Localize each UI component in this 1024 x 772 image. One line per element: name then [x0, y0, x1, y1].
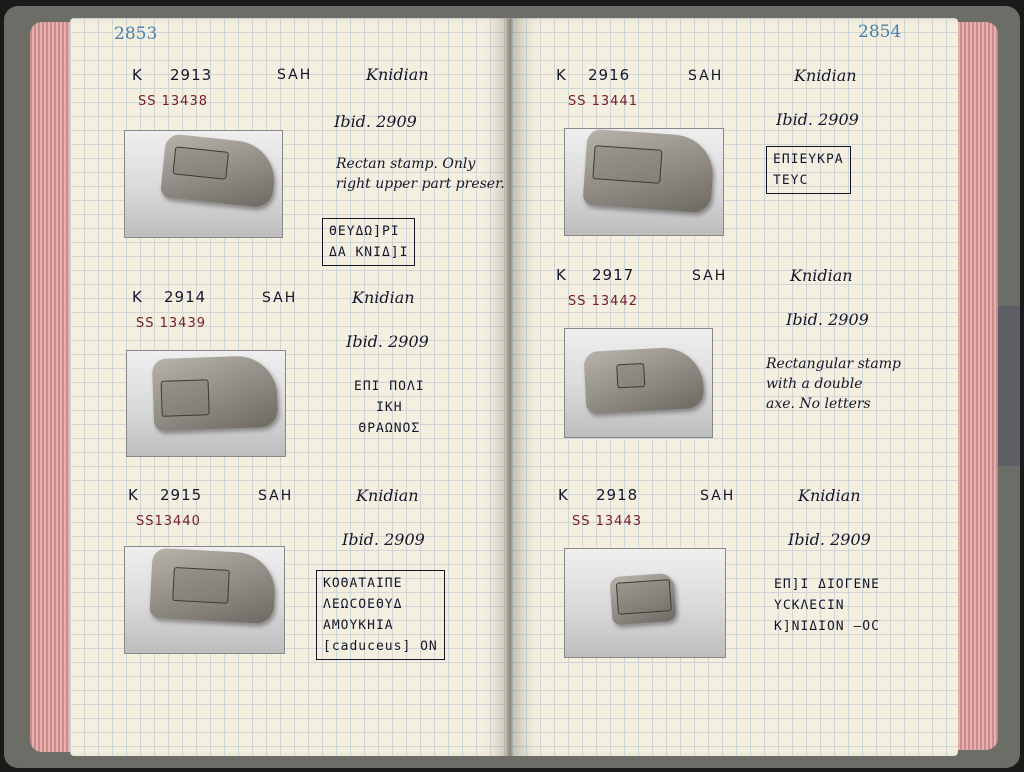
- entry-collection: SAH: [258, 488, 294, 504]
- reference: Ibid. 2909: [334, 112, 417, 131]
- entry-origin: Knidian: [352, 288, 415, 307]
- handle-fragment: [149, 548, 276, 624]
- entry-origin: Knidian: [790, 266, 853, 285]
- fragment-photo: [124, 130, 283, 238]
- register-number: SS 13438: [138, 94, 208, 109]
- entry-collection: SAH: [700, 488, 736, 504]
- handle-fragment: [609, 573, 676, 625]
- handle-fragment: [583, 346, 704, 414]
- entry-collection: SAH: [277, 67, 313, 83]
- entry-origin: Knidian: [798, 486, 861, 505]
- inscription-transcription: ΘΕΥΔΩ]ΡΙ ΔΑ ΚΝΙΔ]Ι: [322, 218, 415, 266]
- stamp-impression: [172, 146, 229, 179]
- stamp-impression: [161, 379, 210, 417]
- entry-origin: Knidian: [356, 486, 419, 505]
- register-number: SS 13443: [572, 514, 642, 529]
- reference: Ibid. 2909: [346, 332, 429, 351]
- folio-number: 2853: [114, 24, 158, 44]
- register-number: SS 13441: [568, 94, 638, 109]
- reference: Ibid. 2909: [786, 310, 869, 329]
- inscription-transcription: ΕΠΙ ΠΟΛΙ ΙΚΗ ΘΡΑΩΝΟΣ: [354, 379, 425, 436]
- folio-number: 2854: [858, 22, 902, 42]
- stamp-impression: [592, 145, 662, 184]
- inscription-transcription: ΕΠ]Ι ΔΙΟΓΕΝΕ ΥϹΚΛΕϹΙΝ Κ]ΝΙΔΙΟΝ —OC: [774, 577, 880, 634]
- entry-collection: SAH: [262, 290, 298, 306]
- entry-origin: Knidian: [366, 65, 429, 84]
- right-page: [512, 18, 958, 756]
- closure-strap: [996, 306, 1020, 466]
- entry-prefix: K: [132, 66, 143, 84]
- inscription-transcription: ΚΟΘΑΤΑΙΠΕ ΛΕΩϹΟΕΘΥΔ ΑΜΟΥΚΗΙΑ [caduceus] ΟΝ: [316, 570, 445, 660]
- fragment-photo: [564, 328, 713, 438]
- entry-number: 2916: [588, 66, 631, 84]
- entry-number: 2914: [164, 288, 207, 306]
- reference: Ibid. 2909: [776, 110, 859, 129]
- entry-number: 2918: [596, 486, 639, 504]
- entry-number: 2917: [592, 266, 635, 284]
- left-page: [70, 18, 510, 756]
- entry-prefix: K: [556, 66, 567, 84]
- fragment-photo: [124, 546, 285, 654]
- entry-origin: Knidian: [794, 66, 857, 85]
- inscription-transcription: ΕΠΙΕΥΚΡΑ ΤΕΥϹ: [766, 146, 851, 194]
- entry-prefix: K: [556, 266, 567, 284]
- register-number: SS 13442: [568, 294, 638, 309]
- stamp-impression: [172, 567, 230, 604]
- handle-fragment: [160, 133, 278, 208]
- entry-note: Rectangular stamp with a double axe. No letters: [766, 356, 901, 412]
- entry-prefix: K: [128, 486, 139, 504]
- stamp-impression: [616, 579, 672, 615]
- handle-fragment: [152, 355, 278, 431]
- entry-prefix: K: [558, 486, 569, 504]
- fragment-photo: [126, 350, 286, 457]
- reference: Ibid. 2909: [342, 530, 425, 549]
- reference: Ibid. 2909: [788, 530, 871, 549]
- entry-prefix: K: [132, 288, 143, 306]
- entry-number: 2915: [160, 486, 203, 504]
- entry-collection: SAH: [692, 268, 728, 284]
- fragment-photo: [564, 128, 724, 236]
- fragment-photo: [564, 548, 726, 658]
- entry-number: 2913: [170, 66, 213, 84]
- stamp-impression: [616, 363, 645, 388]
- register-number: SS13440: [136, 514, 201, 529]
- entry-collection: SAH: [688, 68, 724, 84]
- register-number: SS 13439: [136, 316, 206, 331]
- handle-fragment: [583, 129, 716, 214]
- entry-note: Rectan stamp. Only right upper part preser.: [336, 156, 505, 192]
